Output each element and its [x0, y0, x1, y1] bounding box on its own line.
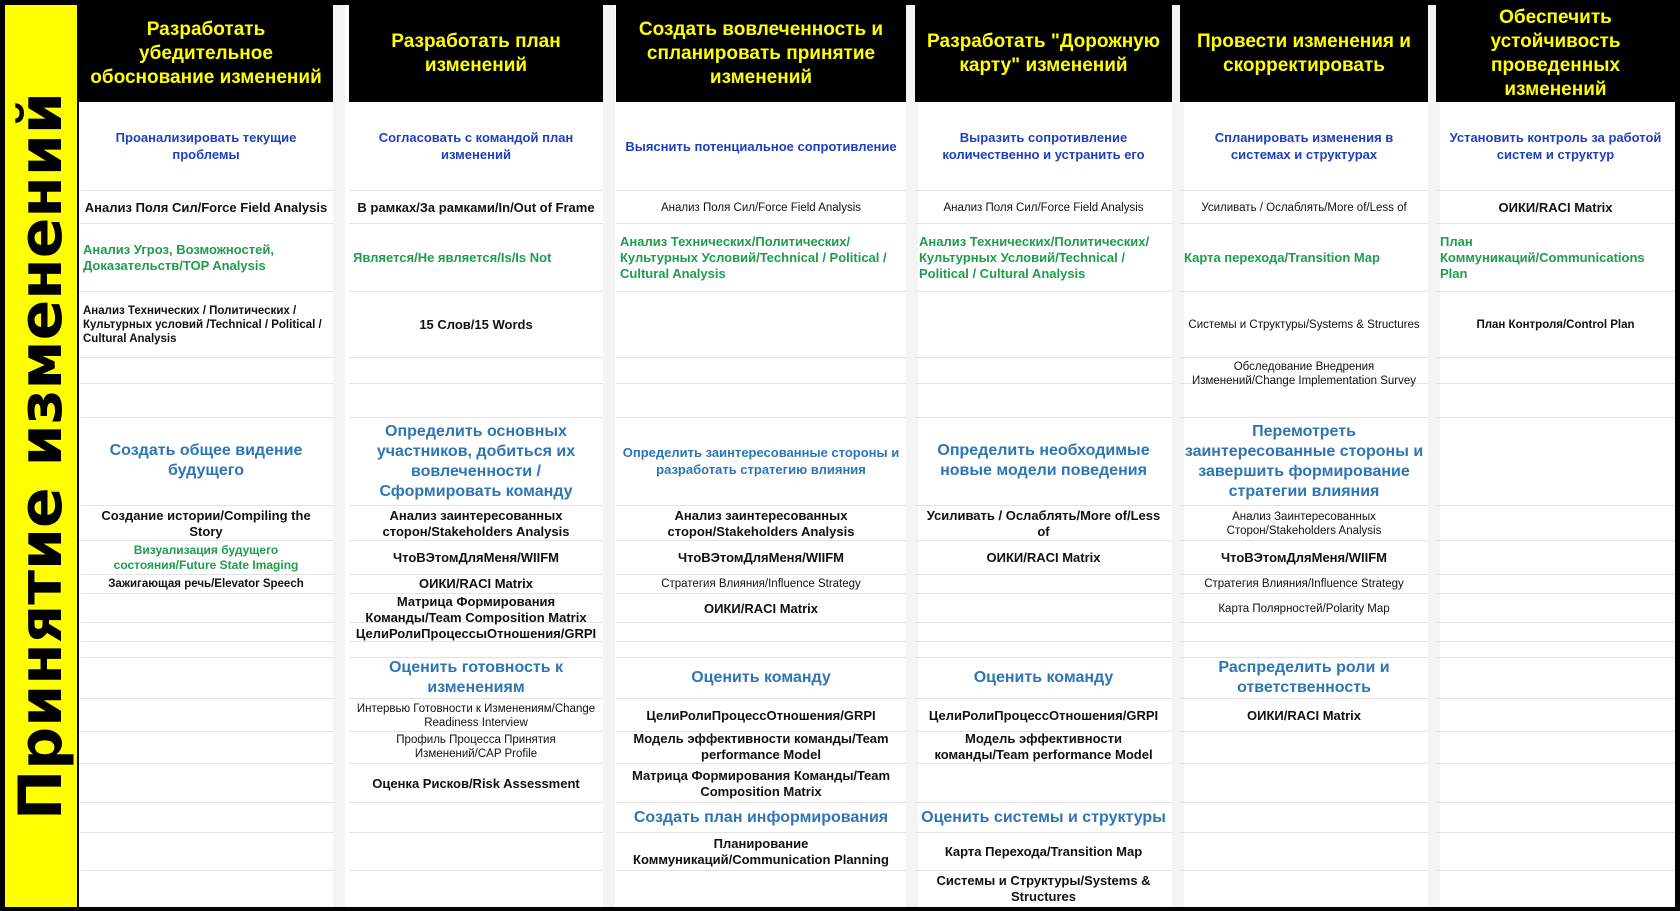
goal-cell: Создать общее видение будущего: [109, 442, 303, 479]
tool-cell: 15 Слов/15 Words: [419, 317, 533, 332]
tool-cell: В рамках/За рамками/In/Out of Frame: [357, 200, 595, 215]
tool-cell: Анализ заинтересованных сторон/Stakeholders Analysis: [382, 507, 570, 539]
goal-cell: Перемотреть заинтересованные стороны и завершить формирование стратегии влияния: [1184, 423, 1424, 500]
tool-cell: Матрица Формирования Команды/Team Composition Matrix: [365, 593, 587, 625]
tool-cell: Анализ Поля Сил/Force Field Analysis: [943, 202, 1144, 214]
column-header: [616, 5, 906, 102]
column-header: [1436, 5, 1675, 102]
goal-cell: Оценить команду: [691, 668, 831, 686]
tool-cell: Карта Полярностей/Polarity Map: [1218, 602, 1390, 615]
tool-cell: Является/Не является/Is/Is Not: [353, 250, 552, 265]
column-6: [1436, 5, 1675, 907]
tool-cell: ОИКИ/RACI Matrix: [986, 550, 1101, 565]
tool-cell: Зажигающая речь/Elevator Speech: [108, 577, 304, 590]
tool-cell: Анализ Технических/Политических/Культурных Условий/Technical / Political / Cultural Analysis: [919, 234, 1150, 281]
tool-cell: Анализ Заинтересованных Сторон/Stakeholders Analysis: [1226, 510, 1382, 537]
goal-cell: Определить необходимые новые модели поведения: [937, 442, 1150, 479]
tool-cell: Стратегия Влияния/Influence Strategy: [661, 577, 861, 590]
change-matrix-board: [79, 5, 1675, 907]
tool-cell: ОИКИ/RACI Matrix: [703, 600, 819, 616]
column-header-text: Разработать убедительное обоснование изменений: [90, 18, 322, 88]
column-header: [79, 5, 333, 102]
side-banner: [5, 5, 77, 907]
tool-cell: Анализ Угроз, Возможностей, Доказательств/TOP Analysis: [83, 242, 274, 273]
tool-cell: ОИКИ/RACI Matrix: [1246, 707, 1362, 723]
side-title: Принятие изменений: [6, 92, 76, 820]
tool-cell: Модель эффективности команды/Team performance Model: [633, 731, 889, 762]
goal-cell: Оценить системы и структуры: [921, 809, 1166, 826]
goal-cell: Оценить команду: [973, 668, 1114, 686]
tool-cell: Обследование Внедрения Изменений/Change Implementation Survey: [1191, 361, 1417, 387]
objective-cell: Выяснить потенциальное сопротивление: [625, 138, 897, 154]
tool-cell: Усиливать / Ослаблять/More of/Less of: [926, 507, 1161, 539]
column-header-text: Обеспечить устойчивость проведенных изменений: [1490, 6, 1621, 100]
tool-cell: Усиливать / Ослаблять/More of/Less of: [1201, 202, 1407, 214]
tool-cell: Планирование Коммуникаций/Communication Planning: [633, 836, 889, 867]
goal-cell: Определить основных участников, добиться их вовлеченности / Сформировать команду: [376, 423, 576, 500]
objective-cell: Спланировать изменения в системах и структурах: [1214, 130, 1394, 162]
column-header-text: Разработать "Дорожную карту" изменений: [927, 30, 1160, 76]
tool-cell: Интервью Готовности к Изменениям/Change Readiness Interview: [356, 702, 596, 729]
tool-cell: Оценка Рисков/Risk Assessment: [372, 775, 580, 791]
goal-cell: Оценить готовность к изменениям: [388, 658, 564, 696]
tool-cell: ЧтоВЭтомДляМеня/WIIFM: [678, 550, 844, 565]
column-3: [616, 5, 906, 907]
column-1: [79, 5, 333, 907]
tool-cell: ЦелиРолиПроцессыОтношения/GRPI: [355, 626, 597, 641]
tool-cell: ЧтоВЭтомДляМеня/WIIFM: [1221, 550, 1387, 565]
tool-cell: Модель эффективности команды/Team performance Model: [934, 731, 1153, 762]
column-header: [1180, 5, 1428, 102]
tool-cell: Системы и Структуры/Systems & Structures: [936, 872, 1151, 904]
goal-cell: Создать план информирования: [633, 809, 889, 826]
tool-cell: Создание истории/Compiling the Story: [101, 507, 311, 539]
column-gap: [603, 5, 615, 907]
column-4: [915, 5, 1172, 907]
tool-cell: План Коммуникаций/Communications Plan: [1440, 234, 1645, 281]
tool-cell: Стратегия Влияния/Influence Strategy: [1204, 577, 1404, 590]
tool-cell: План Контроля/Control Plan: [1476, 319, 1635, 331]
column-header-text: Провести изменения и скорректировать: [1197, 30, 1411, 76]
tool-cell: Системы и Структуры/Systems & Structures: [1188, 319, 1420, 331]
column-2: [349, 5, 603, 907]
tool-cell: ОИКИ/RACI Matrix: [1498, 200, 1613, 215]
objective-cell: Согласовать с командой план изменений: [378, 130, 574, 162]
tool-cell: Анализ Поля Сил/Force Field Analysis: [84, 200, 328, 215]
tool-cell: Профиль Процесса Принятия Изменений/CAP Profile: [396, 734, 556, 760]
goal-cell: Распределить роли и ответственность: [1218, 658, 1390, 696]
tool-cell: Анализ Технических / Политических / Культурных условий /Technical / Political / Cultural Analysis: [83, 305, 322, 345]
tool-cell: ЦелиРолиПроцессОтношения/GRPI: [646, 707, 876, 723]
tool-cell: Анализ заинтересованных сторон/Stakeholders Analysis: [667, 507, 855, 539]
column-5: [1180, 5, 1428, 907]
tool-cell: ЦелиРолиПроцессОтношения/GRPI: [928, 707, 1159, 723]
tool-cell: Анализ Поля Сил/Force Field Analysis: [660, 202, 862, 214]
column-header: [915, 5, 1172, 102]
column-header-text: Создать вовлеченность и спланировать принятие изменений: [638, 18, 884, 88]
objective-cell: Проанализировать текущие проблемы: [115, 130, 297, 162]
tool-cell: Визуализация будущего состояния/Future State Imaging: [113, 543, 299, 572]
tool-cell: Карта перехода/Transition Map: [1184, 250, 1380, 265]
column-gap: [333, 5, 345, 907]
column-header: [349, 5, 603, 102]
tool-cell: Анализ Технических/Политических/Культурных Условий/Technical / Political / Cultural Analysis: [620, 234, 887, 281]
objective-cell: Выразить сопротивление количественно и устранить его: [942, 130, 1145, 162]
tool-cell: Матрица Формирования Команды/Team Composition Matrix: [631, 767, 891, 799]
tool-cell: ЧтоВЭтомДляМеня/WIIFM: [393, 550, 559, 565]
goal-cell: Определить заинтересованные стороны и разработать стратегию влияния: [622, 445, 900, 477]
tool-cell: Карта Перехода/Transition Map: [944, 844, 1143, 859]
column-header-text: Разработать план изменений: [391, 30, 561, 76]
objective-cell: Установить контроль за работой систем и структур: [1449, 130, 1662, 162]
tool-cell: ОИКИ/RACI Matrix: [418, 575, 534, 591]
